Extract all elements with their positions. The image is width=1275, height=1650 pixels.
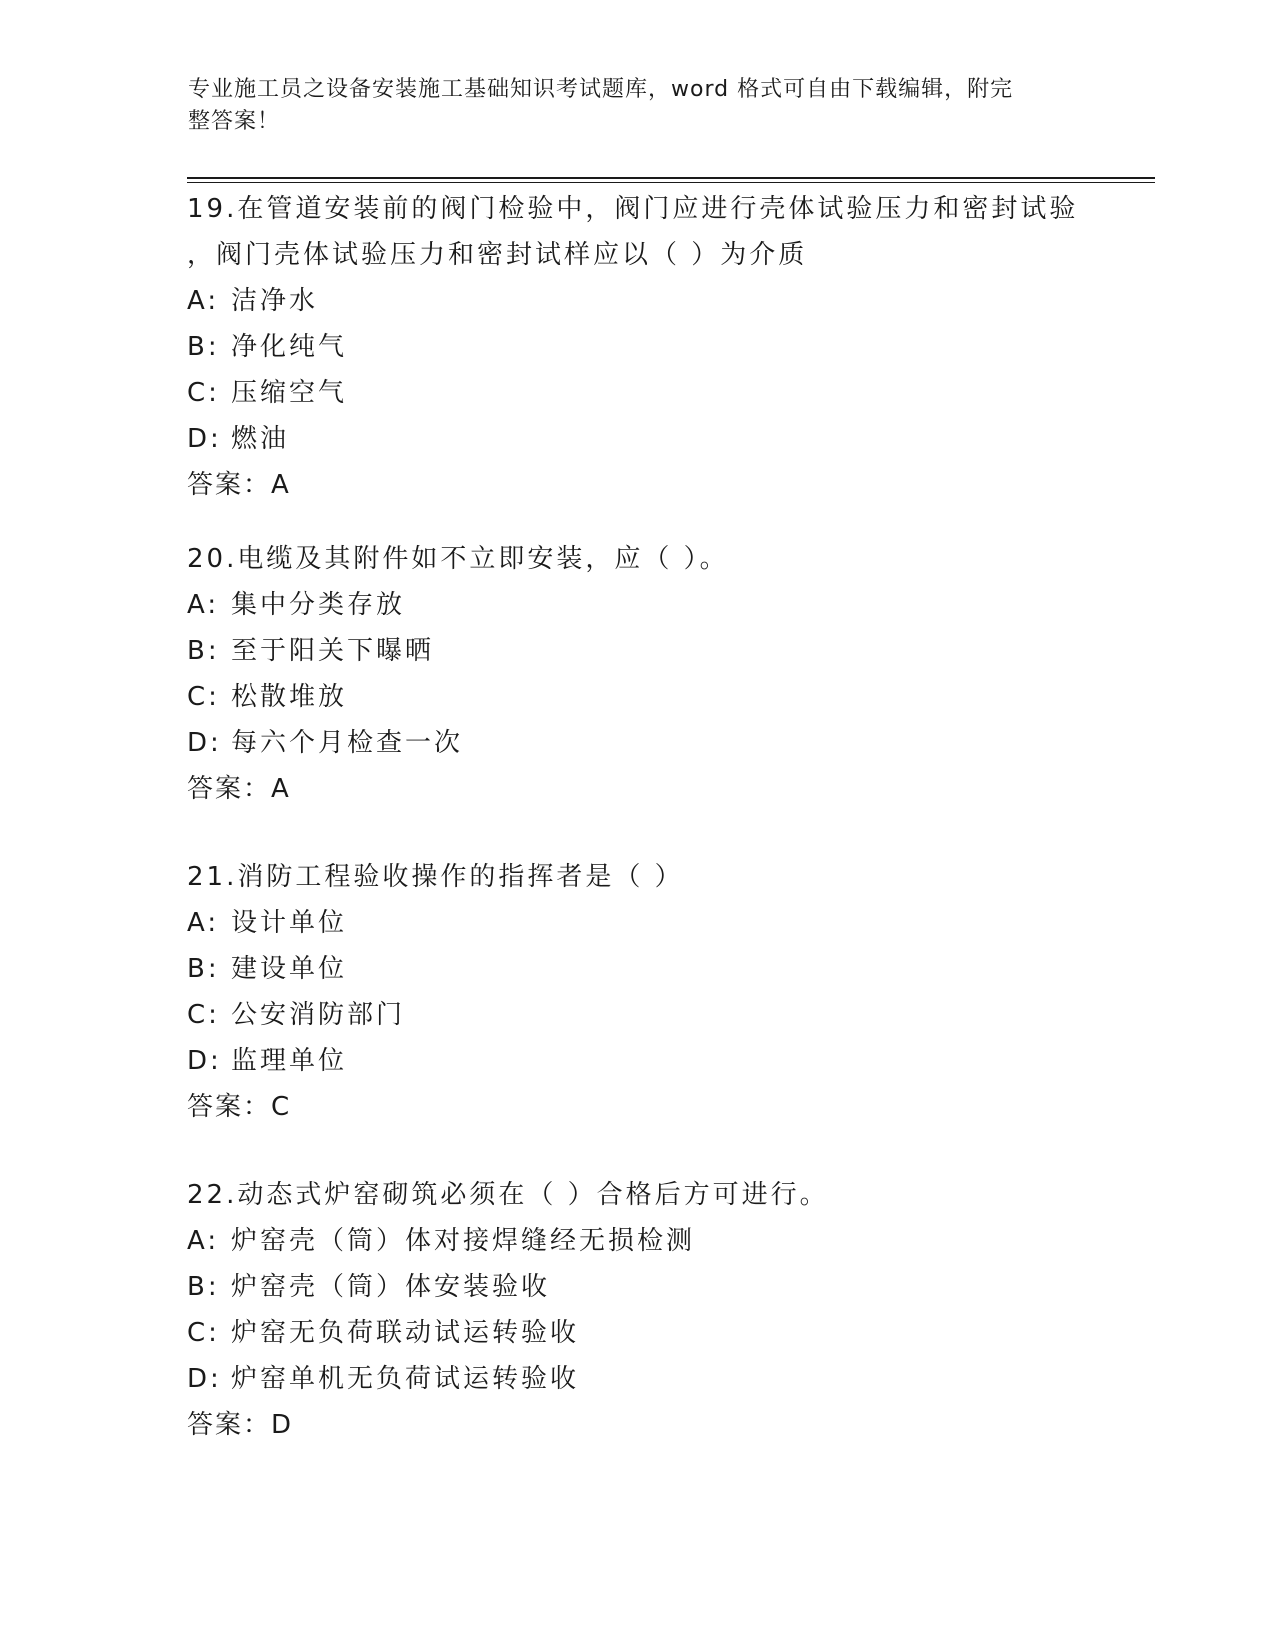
option-b xyxy=(187,324,1107,370)
header-divider-thin xyxy=(187,182,1155,183)
option-letter: C: xyxy=(187,682,220,712)
option-letter: A: xyxy=(187,286,220,316)
option-b xyxy=(187,628,1107,674)
option-a xyxy=(187,900,1107,946)
option-text: 至于阳关下曝晒 xyxy=(231,636,435,666)
option-a xyxy=(187,582,1107,628)
question-19 xyxy=(187,186,1107,508)
option-text: 公安消防部门 xyxy=(231,1000,406,1030)
answer-line: 答案：A xyxy=(187,774,291,804)
option-text: 炉窑单机无负荷试运转验收 xyxy=(231,1364,580,1394)
option-c xyxy=(187,674,1107,720)
header-line-2: 整答案！ xyxy=(188,109,281,134)
option-letter: D: xyxy=(187,424,222,454)
option-letter: B: xyxy=(187,1272,220,1302)
option-c xyxy=(187,370,1107,416)
option-d xyxy=(187,720,1107,766)
question-stem: 21.消防工程验收操作的指挥者是（ ） xyxy=(187,862,684,892)
option-c xyxy=(187,1310,1107,1356)
answer-line: 答案：A xyxy=(187,470,291,500)
option-letter: D: xyxy=(187,1046,222,1076)
question-21 xyxy=(187,854,1107,1130)
option-letter: B: xyxy=(187,954,220,984)
option-text: 松散堆放 xyxy=(231,682,348,712)
option-b xyxy=(187,946,1107,992)
question-stem: 22.动态式炉窑砌筑必须在（ ）合格后方可进行。 xyxy=(187,1180,829,1210)
question-20 xyxy=(187,536,1107,812)
option-text: 炉窑无负荷联动试运转验收 xyxy=(231,1318,580,1348)
option-text: 压缩空气 xyxy=(231,378,348,408)
option-a xyxy=(187,1218,1107,1264)
option-letter: A: xyxy=(187,908,220,938)
option-letter: D: xyxy=(187,1364,222,1394)
option-b xyxy=(187,1264,1107,1310)
question-stem: 20.电缆及其附件如不立即安装，应（ ）。 xyxy=(187,544,729,574)
option-text: 监理单位 xyxy=(231,1046,348,1076)
document-header xyxy=(188,74,1088,138)
question-stem-continued: ，阀门壳体试验压力和密封试样应以（ ）为介质 xyxy=(187,240,808,270)
option-text: 洁净水 xyxy=(231,286,319,316)
option-text: 净化纯气 xyxy=(231,332,348,362)
option-text: 集中分类存放 xyxy=(231,590,406,620)
option-c xyxy=(187,992,1107,1038)
question-22 xyxy=(187,1172,1107,1448)
option-letter: A: xyxy=(187,1226,220,1256)
option-letter: C: xyxy=(187,1318,220,1348)
option-text: 每六个月检查一次 xyxy=(231,728,464,758)
option-letter: C: xyxy=(187,378,220,408)
option-text: 设计单位 xyxy=(231,908,348,938)
option-text: 燃油 xyxy=(231,424,290,454)
option-text: 炉窑壳（筒）体安装验收 xyxy=(231,1272,551,1302)
option-text: 炉窑壳（筒）体对接焊缝经无损检测 xyxy=(231,1226,696,1256)
option-letter: B: xyxy=(187,332,220,362)
header-line-1: 专业施工员之设备安装施工基础知识考试题库，word 格式可自由下载编辑，附完 xyxy=(188,77,1014,102)
answer-line: 答案：C xyxy=(187,1092,292,1122)
option-letter: D: xyxy=(187,728,222,758)
option-a xyxy=(187,278,1107,324)
option-d xyxy=(187,416,1107,462)
option-d xyxy=(187,1356,1107,1402)
option-letter: C: xyxy=(187,1000,220,1030)
answer-line: 答案：D xyxy=(187,1410,294,1440)
option-text: 建设单位 xyxy=(231,954,348,984)
option-d xyxy=(187,1038,1107,1084)
option-letter: A: xyxy=(187,590,220,620)
question-stem: 19.在管道安装前的阀门检验中，阀门应进行壳体试验压力和密封试验 xyxy=(187,194,1079,224)
header-divider-thick xyxy=(187,177,1155,179)
option-letter: B: xyxy=(187,636,220,666)
